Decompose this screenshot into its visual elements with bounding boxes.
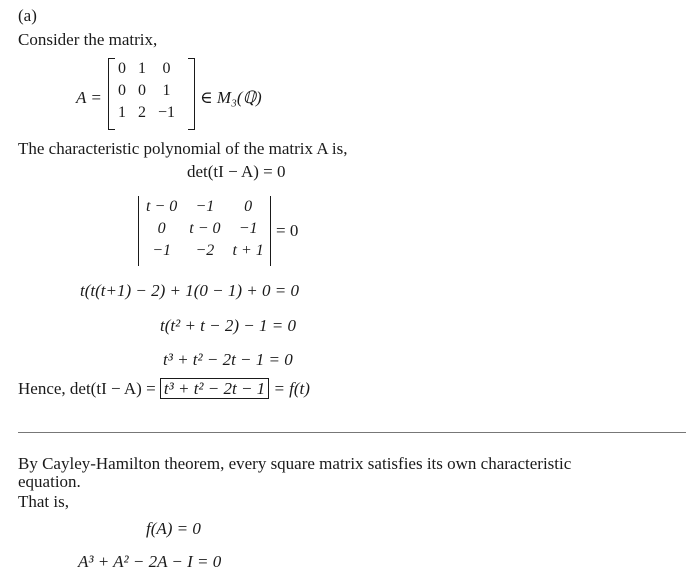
det-cell: t − 0: [146, 198, 178, 215]
matrix-a-cell: 2: [138, 104, 146, 121]
final-step-2: A³ + A² − 2A − I = 0: [78, 552, 222, 571]
det-cell: −1: [152, 242, 172, 259]
hence-suffix: = f(t): [273, 379, 310, 398]
matrix-a-cell: 1: [118, 104, 126, 121]
boxed-polynomial: t³ + t² − 2t − 1: [160, 378, 269, 399]
det-cell: 0: [157, 220, 166, 237]
that-is-text: That is,: [18, 492, 69, 511]
matrix-a-cell: 1: [162, 82, 171, 99]
part-label: (a): [18, 6, 37, 25]
det-right-bar: [270, 196, 271, 266]
det-rhs: = 0: [276, 221, 299, 240]
matrix-a-cell: 0: [138, 82, 146, 99]
final-step-1: f(A) = 0: [146, 519, 201, 538]
det-cell: −2: [195, 242, 215, 259]
expansion-step-1: t(t(t+1) − 2) + 1(0 − 1) + 0 = 0: [80, 281, 299, 300]
det-matrix: [140, 196, 270, 262]
det-cell: −1: [238, 220, 258, 237]
matrix-a-membership: ∈ M₃(ℚ): [200, 88, 262, 107]
det-equation: det(tI − A) = 0: [187, 162, 286, 181]
intro-text: Consider the matrix,: [18, 30, 158, 49]
hence-line: [18, 379, 310, 399]
matrix-a-lhs: A =: [76, 88, 102, 107]
matrix-a: [112, 58, 181, 124]
det-cell: 0: [244, 198, 253, 215]
cayley-sentence-end: equation.: [18, 472, 81, 491]
char-poly-sentence: The characteristic polynomial of the matrix A is,: [18, 139, 348, 158]
matrix-a-cell: −1: [158, 104, 176, 121]
det-cell: −1: [195, 198, 215, 215]
cayley-sentence: By Cayley-Hamilton theorem, every square matrix satisfies its own characteristic: [18, 454, 572, 473]
hence-prefix: Hence, det(tI − A) =: [18, 379, 156, 398]
matrix-a-cell: 0: [118, 82, 126, 99]
matrix-a-right-bracket: [188, 58, 195, 130]
det-left-bar: [138, 196, 139, 266]
det-cell: t − 0: [189, 220, 221, 237]
matrix-a-cell: 0: [118, 60, 126, 77]
expansion-step-2: t(t² + t − 2) − 1 = 0: [160, 316, 296, 335]
section-divider: [18, 432, 686, 433]
matrix-a-cell: 1: [138, 60, 146, 77]
det-cell: t + 1: [232, 242, 264, 259]
matrix-a-cell: 0: [162, 60, 171, 77]
expansion-step-3: t³ + t² − 2t − 1 = 0: [163, 350, 293, 369]
